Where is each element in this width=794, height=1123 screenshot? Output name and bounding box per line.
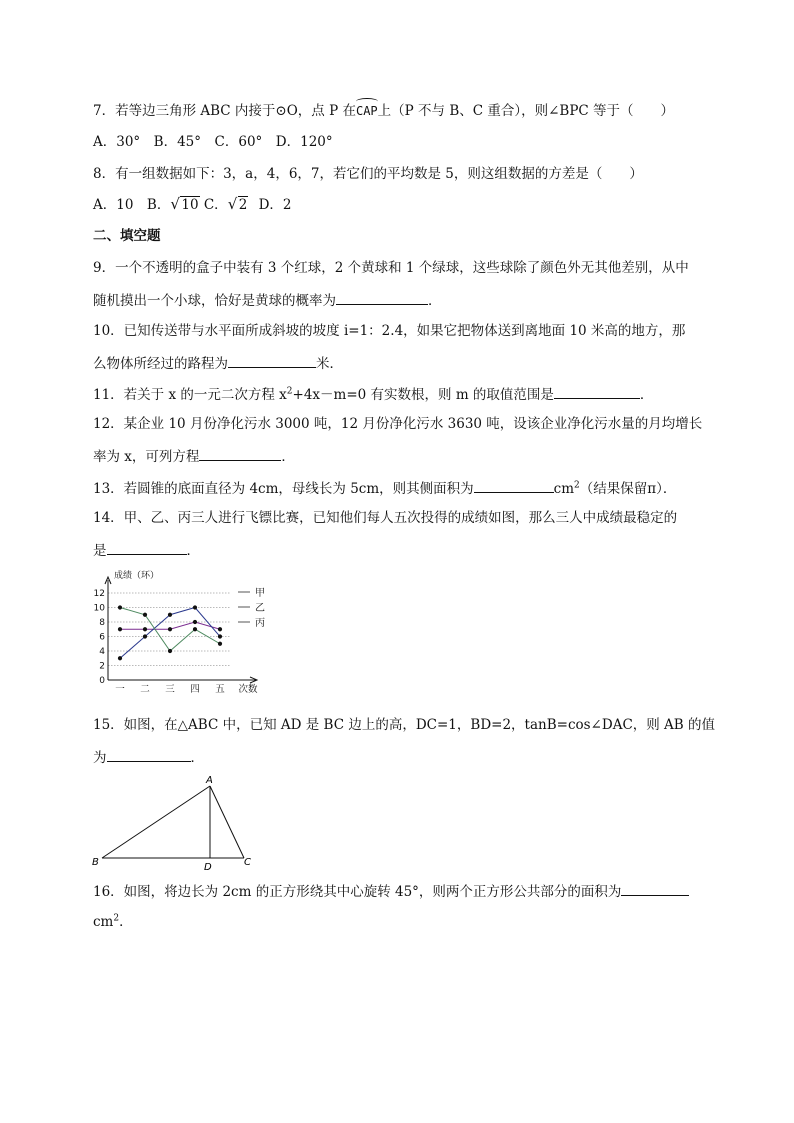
question-7: 7．若等边三角形 ABC 内接于⊙O，点 P 在CAP上（P 不与 B、C 重合），则∠BPC 等于（ ） (93, 103, 675, 119)
answer-blank[interactable] (474, 478, 554, 493)
x-tick-label: 三 (165, 684, 175, 695)
answer-blank[interactable] (336, 290, 428, 305)
section-title: 二、填空题 (93, 228, 161, 244)
answer-blank[interactable] (199, 446, 281, 461)
y-tick-label: 12 (93, 589, 105, 599)
legend-label: 丙 (255, 618, 265, 629)
data-point (168, 613, 172, 617)
y-tick-label: 10 (93, 603, 105, 614)
data-point (218, 627, 222, 631)
x-tick-label: 二 (140, 684, 150, 695)
x-tick-label: 一 (115, 684, 125, 695)
data-point (218, 634, 222, 638)
question-7-options: A．30° B．45° C．60° D．120° (93, 134, 333, 150)
data-point (218, 642, 222, 646)
question-16-line-1: 16．如图，将边长为 2cm 的正方形绕其中心旋转 45°，则两个正方形公共部分的面积为 (93, 881, 689, 901)
question-12-line-1: 12．某企业 10 月份净化污水 3000 吨，12 月份净化污水 3630 吨，设该企业净化污水量的月均增长 (93, 416, 703, 432)
data-point (118, 627, 122, 631)
question-12-line-2: 率为 x，可列方程 ． (93, 446, 295, 466)
question-9-line-2: 随机摸出一个小球，恰好是黄球的概率为 ． (93, 290, 442, 310)
y-tick-label: 0 (99, 676, 105, 686)
x-axis-label: 次数 (238, 684, 258, 695)
question-8: 8．有一组数据如下：3，a，4，6，7，若它们的平均数是 5，则这组数据的方差是（ ） (93, 166, 643, 182)
answer-blank[interactable] (621, 881, 689, 896)
data-point (168, 649, 172, 653)
score-line-chart (88, 568, 298, 698)
question-14-line-2: 是 ． (93, 540, 200, 560)
answer-blank[interactable] (554, 384, 640, 399)
data-point (143, 613, 147, 617)
data-point (143, 634, 147, 638)
x-tick-label: 四 (190, 684, 200, 695)
legend-label: 甲 (255, 588, 265, 599)
data-point (118, 605, 122, 609)
answer-blank[interactable] (228, 353, 316, 368)
data-point (168, 627, 172, 631)
data-point (193, 627, 197, 631)
question-9-line-1: 9．一个不透明的盒子中装有 3 个红球，2 个黄球和 1 个绿球，这些球除了颜色外无其他差别，从中 (93, 260, 689, 276)
arc-cap: CAP (355, 104, 378, 118)
label-c: C (244, 857, 251, 868)
y-axis-label: 成绩（环） (114, 571, 160, 581)
question-10-line-2: 么物体所经过的路程为 米． (93, 353, 343, 373)
label-a: A (206, 775, 213, 786)
y-tick-label: 8 (99, 618, 105, 628)
sqrt-2: √ 2 (228, 196, 249, 214)
legend-label: 乙 (255, 603, 265, 614)
y-tick-label: 6 (99, 632, 105, 643)
question-8-options: A．10 B．√ 10 C．√ 2 D．2 (93, 196, 292, 214)
side-ac (210, 786, 244, 858)
question-14-line-1: 14．甲、乙、丙三人进行飞镖比赛，已知他们每人五次投得的成绩如图，那么三人中成绩最稳定的 (93, 510, 678, 526)
answer-blank[interactable] (107, 747, 191, 762)
question-15-line-1: 15．如图，在△ABC 中，已知 AD 是 BC 边上的高，DC=1，BD=2，tanB=cos∠DAC，则 AB 的值 (93, 717, 716, 733)
question-11: 11．若关于 x 的一元二次方程 $x^2+4x-m=0$ 有实数根，则 m 的取值范围是 ． (93, 384, 653, 404)
question-10-line-1: 10．已知传送带与水平面所成斜坡的坡度 i=1：2.4，如果它把物体送到离地面 10 米高的地方，那 (93, 323, 686, 339)
x-tick-label: 五 (215, 684, 225, 695)
data-point (193, 605, 197, 609)
y-tick-label: 2 (99, 661, 105, 672)
question-15-line-2: 为 ． (93, 747, 204, 767)
question-16-line-2: $cm^2$． (93, 913, 133, 930)
data-point (118, 656, 122, 660)
data-point (143, 627, 147, 631)
sqrt-10: √ 10 (170, 196, 199, 214)
y-tick-label: 4 (99, 647, 105, 657)
answer-blank[interactable] (107, 540, 187, 555)
side-ab (102, 786, 210, 858)
label-d: D (204, 862, 212, 872)
label-b: B (92, 857, 99, 868)
triangle-diagram (90, 772, 270, 872)
data-point (193, 620, 197, 624)
question-13: 13．若圆锥的底面直径为 4cm，母线长为 5cm，则其侧面积为 $cm^2$（结果保留π）． (93, 478, 676, 498)
